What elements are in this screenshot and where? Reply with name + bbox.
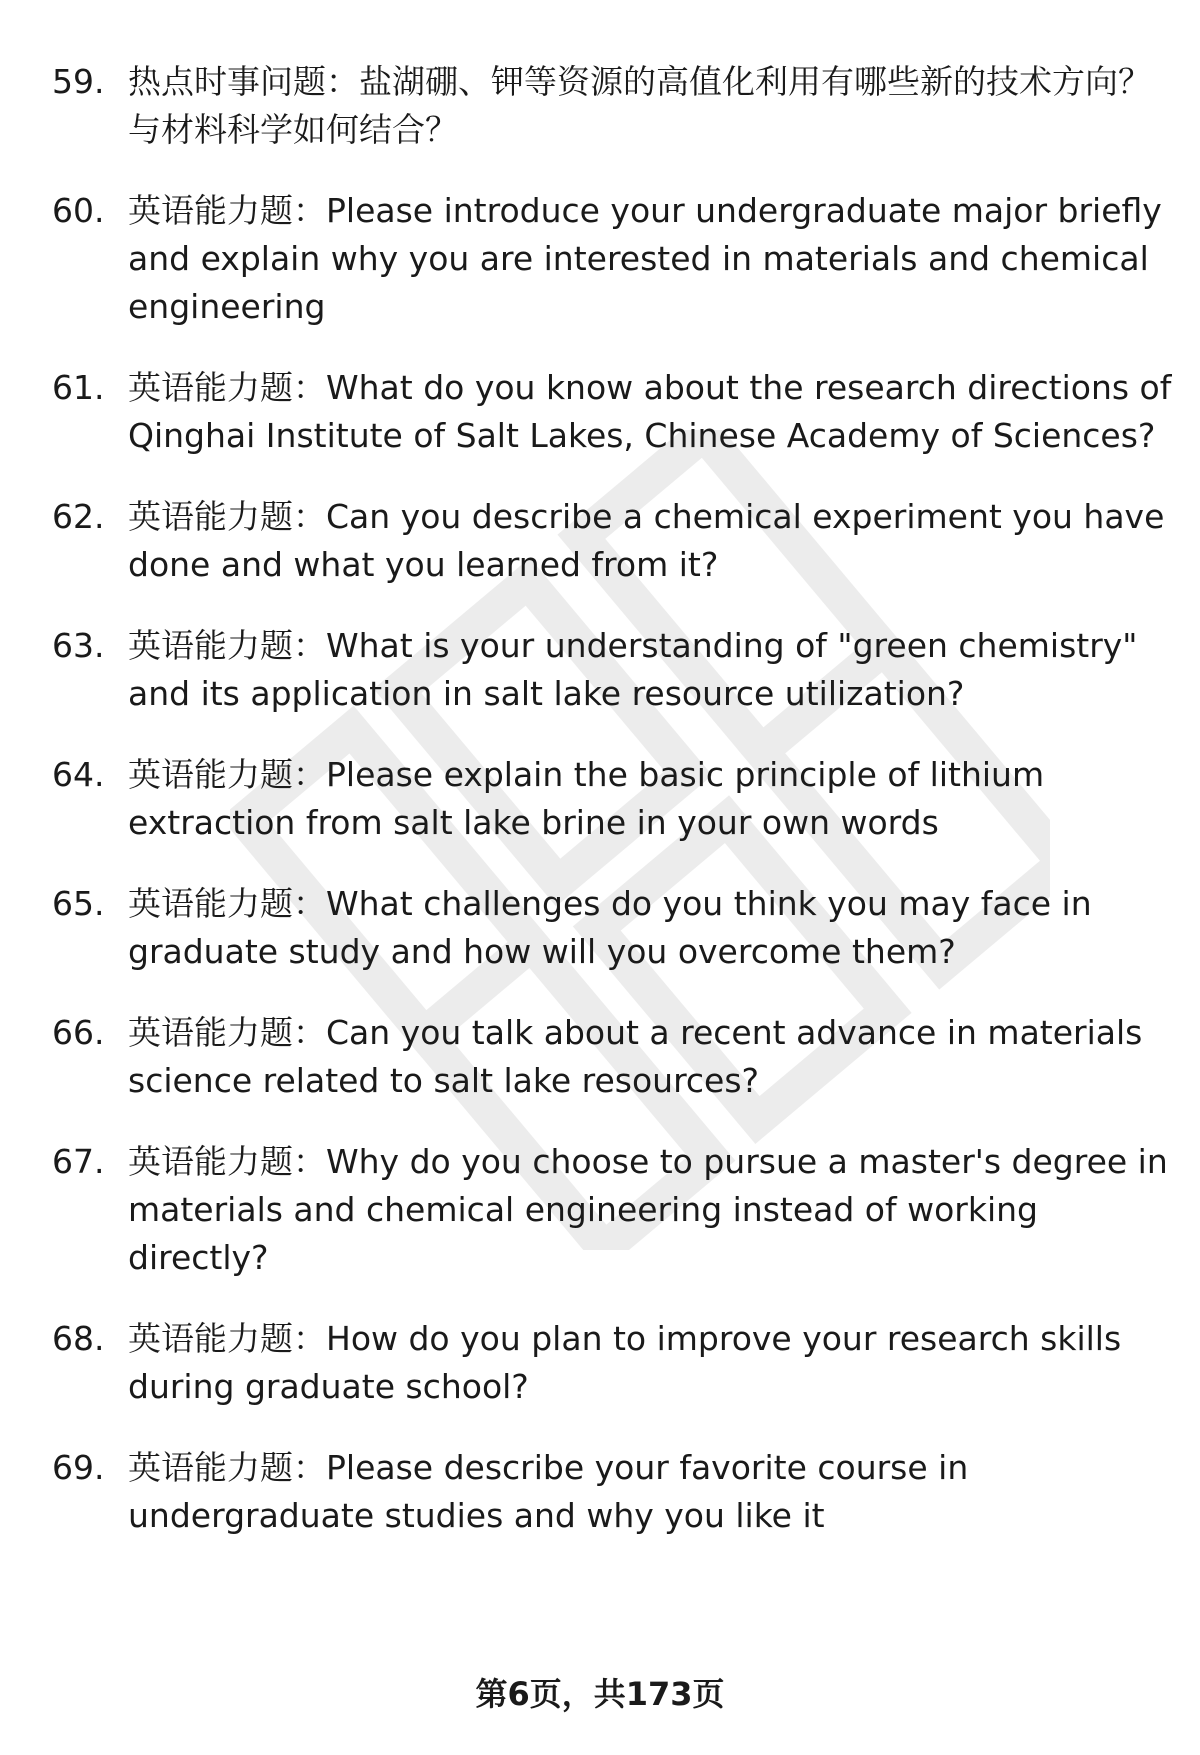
question-item — [52, 622, 1172, 718]
question-number: 68. — [52, 1319, 105, 1358]
question-text: 英语能力题：Why do you choose to pursue a master's degree in materials and chemical engineering instead of working directly? — [128, 1142, 1168, 1277]
question-text: 英语能力题：Can you describe a chemical experiment you have done and what you learned from it? — [128, 497, 1165, 584]
question-number: 61. — [52, 368, 105, 407]
question-item — [52, 880, 1172, 976]
question-item — [52, 58, 1172, 154]
question-item — [52, 1138, 1172, 1282]
question-number: 63. — [52, 626, 105, 665]
question-number: 66. — [52, 1013, 105, 1052]
question-number: 64. — [52, 755, 105, 794]
question-number: 65. — [52, 884, 105, 923]
question-item — [52, 751, 1172, 847]
question-item — [52, 493, 1172, 589]
question-text: 英语能力题：What do you know about the research directions of Qinghai Institute of Salt Lakes, Chinese Academy of Sciences? — [128, 368, 1172, 455]
question-text: 英语能力题：Please describe your favorite course in undergraduate studies and why you like it — [128, 1448, 969, 1535]
question-text: 热点时事问题：盐湖硼、钾等资源的高值化利用有哪些新的技术方向？与材料科学如何结合？ — [128, 62, 1151, 149]
question-number: 62. — [52, 497, 105, 536]
question-text: 英语能力题：Can you talk about a recent advance in materials science related to salt lake resources? — [128, 1013, 1143, 1100]
question-item — [52, 1444, 1172, 1540]
question-item — [52, 364, 1172, 460]
question-item — [52, 187, 1172, 331]
question-text: 英语能力题：Please introduce your undergraduate major briefly and explain why you are interested in materials and chemical engineering — [128, 191, 1162, 326]
question-text: 英语能力题：How do you plan to improve your research skills during graduate school? — [128, 1319, 1122, 1406]
question-number: 67. — [52, 1142, 105, 1181]
question-text: 英语能力题：What is your understanding of "green chemistry" and its application in salt lake resource utilization? — [128, 626, 1138, 713]
question-item — [52, 1315, 1172, 1411]
question-text: 英语能力题：What challenges do you think you may face in graduate study and how will you overcome them? — [128, 884, 1092, 971]
question-number: 59. — [52, 62, 105, 101]
question-number: 60. — [52, 191, 105, 230]
question-item — [52, 1009, 1172, 1105]
page-footer: 第6页，共173页 — [475, 1675, 725, 1713]
question-number: 69. — [52, 1448, 105, 1487]
question-list — [52, 58, 1172, 1573]
question-text: 英语能力题：Please explain the basic principle of lithium extraction from salt lake brine in your own words — [128, 755, 1045, 842]
